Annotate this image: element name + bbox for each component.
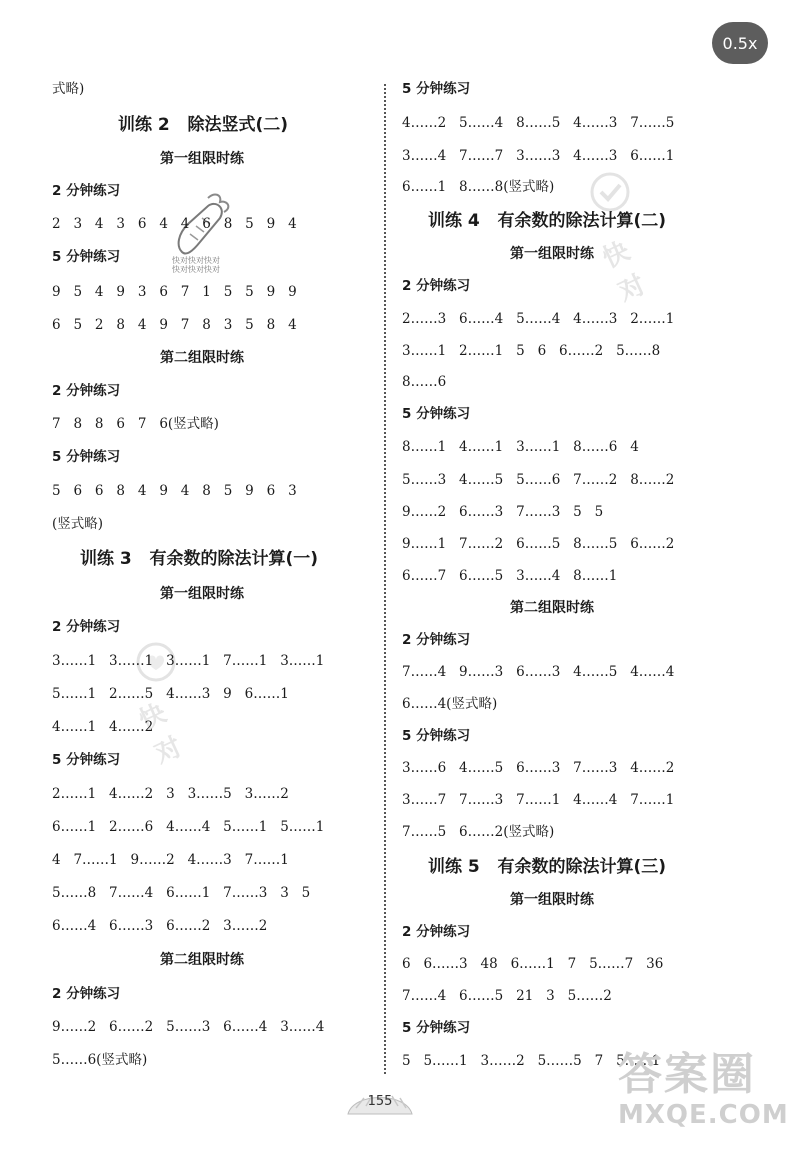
left-column: [0, 0, 383, 1155]
answer-row: 5……8 7……4 6……1 7……3 3 5: [52, 885, 311, 901]
section-heading-t4: 训练 4 有余数的除法计算(二): [428, 211, 667, 231]
group-title: 第一组限时练: [510, 892, 594, 908]
group-title: 第二组限时练: [160, 350, 244, 366]
carry-over-text: 式略): [52, 81, 85, 97]
site-watermark-url: MXQE.COM: [618, 1100, 789, 1130]
answer-row: 5……1 2……5 4……3 9 6……1: [52, 686, 289, 702]
answer-row: 7……5 6……2(竖式略): [402, 824, 555, 840]
answer-row: 5……3 4……5 5……6 7……2 8……2: [402, 472, 675, 488]
drill-label: 5 分钟练习: [52, 752, 121, 768]
carrot-caption: 快对快对快对 快对快对快对: [172, 256, 220, 274]
answer-row: 9……2 6……3 7……3 5 5: [402, 504, 604, 520]
drill-label: 2 分钟练习: [52, 183, 121, 199]
answer-row: (竖式略): [52, 516, 104, 532]
answer-row: 6……4 6……3 6……2 3……2: [52, 918, 268, 934]
group-title: 第一组限时练: [160, 151, 244, 167]
answer-row: 3……1 3……1 3……1 7……1 3……1: [52, 653, 325, 669]
drill-label: 5 分钟练习: [402, 728, 471, 744]
answer-row: 7……4 6……5 21 3 5……2: [402, 988, 612, 1004]
section-heading-t5: 训练 5 有余数的除法计算(三): [428, 857, 667, 877]
answer-row: 9……2 6……2 5……3 6……4 3……4: [52, 1019, 325, 1035]
drill-label: 2 分钟练习: [52, 619, 121, 635]
answer-row: 6……1 2……6 4……4 5……1 5……1: [52, 819, 325, 835]
drill-label: 2 分钟练习: [52, 383, 121, 399]
answer-row: 2……1 4……2 3 3……5 3……2: [52, 786, 289, 802]
site-watermark-name: 答案圈: [618, 1049, 756, 1100]
answer-row: 2 3 4 3 6 4 4 6 8 5 9 4: [52, 216, 297, 232]
group-title: 第一组限时练: [160, 586, 244, 602]
page-number-badge: [344, 1084, 416, 1118]
answer-row: 8……1 4……1 3……1 8……6 4: [402, 439, 639, 455]
answer-row: 4……1 4……2: [52, 719, 154, 735]
drill-label: 5 分钟练习: [402, 406, 471, 422]
answer-row: 9……1 7……2 6……5 8……5 6……2: [402, 536, 675, 552]
group-title: 第一组限时练: [510, 246, 594, 262]
page-number: 155: [367, 1094, 393, 1109]
answer-row: 3……6 4……5 6……3 7……3 4……2: [402, 760, 675, 776]
drill-label: 2 分钟练习: [402, 924, 471, 940]
drill-label: 2 分钟练习: [52, 986, 121, 1002]
group-title: 第二组限时练: [510, 600, 594, 616]
zoom-level-badge[interactable]: 0.5x: [712, 22, 768, 64]
right-column: [390, 0, 800, 1155]
answer-row: 7 8 8 6 7 6(竖式略): [52, 416, 219, 432]
answer-row: 3……1 2……1 5 6 6……2 5……8: [402, 343, 661, 359]
answer-row: 4 7……1 9……2 4……3 7……1: [52, 852, 289, 868]
group-title: 第二组限时练: [160, 952, 244, 968]
answer-row: 6 6……3 48 6……1 7 5……7 36: [402, 956, 664, 972]
answer-row: 9 5 4 9 3 6 7 1 5 5 9 9: [52, 284, 297, 300]
answer-row: 7……4 9……3 6……3 4……5 4……4: [402, 664, 675, 680]
drill-label: 2 分钟练习: [402, 632, 471, 648]
answer-row: 5 5……1 3……2 5……5 7 5……1: [402, 1053, 661, 1069]
drill-label: 5 分钟练习: [402, 81, 471, 97]
column-divider: [384, 84, 386, 1074]
stamp-text-right: 快对: [598, 236, 651, 308]
section-heading-t2: 训练 2 除法竖式(二): [118, 115, 289, 135]
answer-row: 6……7 6……5 3……4 8……1: [402, 568, 618, 584]
answer-row: 3……4 7……7 3……3 4……3 6……1: [402, 148, 675, 164]
drill-label: 5 分钟练习: [52, 449, 121, 465]
answer-row: 2……3 6……4 5……4 4……3 2……1: [402, 311, 675, 327]
stamp-text-left: 快对: [134, 698, 187, 771]
answer-row: 6……4(竖式略): [402, 696, 498, 712]
drill-label: 2 分钟练习: [402, 278, 471, 294]
drill-label: 5 分钟练习: [402, 1020, 471, 1036]
site-watermark: [618, 1050, 789, 1130]
answer-row: 4……2 5……4 8……5 4……3 7……5: [402, 115, 675, 131]
answer-row: 8……6: [402, 374, 447, 390]
section-heading-t3: 训练 3 有余数的除法计算(一): [80, 549, 319, 569]
answer-row: 6 5 2 8 4 9 7 8 3 5 8 4: [52, 317, 297, 333]
answer-row: 6……1 8……8(竖式略): [402, 179, 555, 195]
answer-row: 5……6(竖式略): [52, 1052, 148, 1068]
drill-label: 5 分钟练习: [52, 249, 121, 265]
answer-row: 3……7 7……3 7……1 4……4 7……1: [402, 792, 675, 808]
answer-row: 5 6 6 8 4 9 4 8 5 9 6 3: [52, 483, 297, 499]
